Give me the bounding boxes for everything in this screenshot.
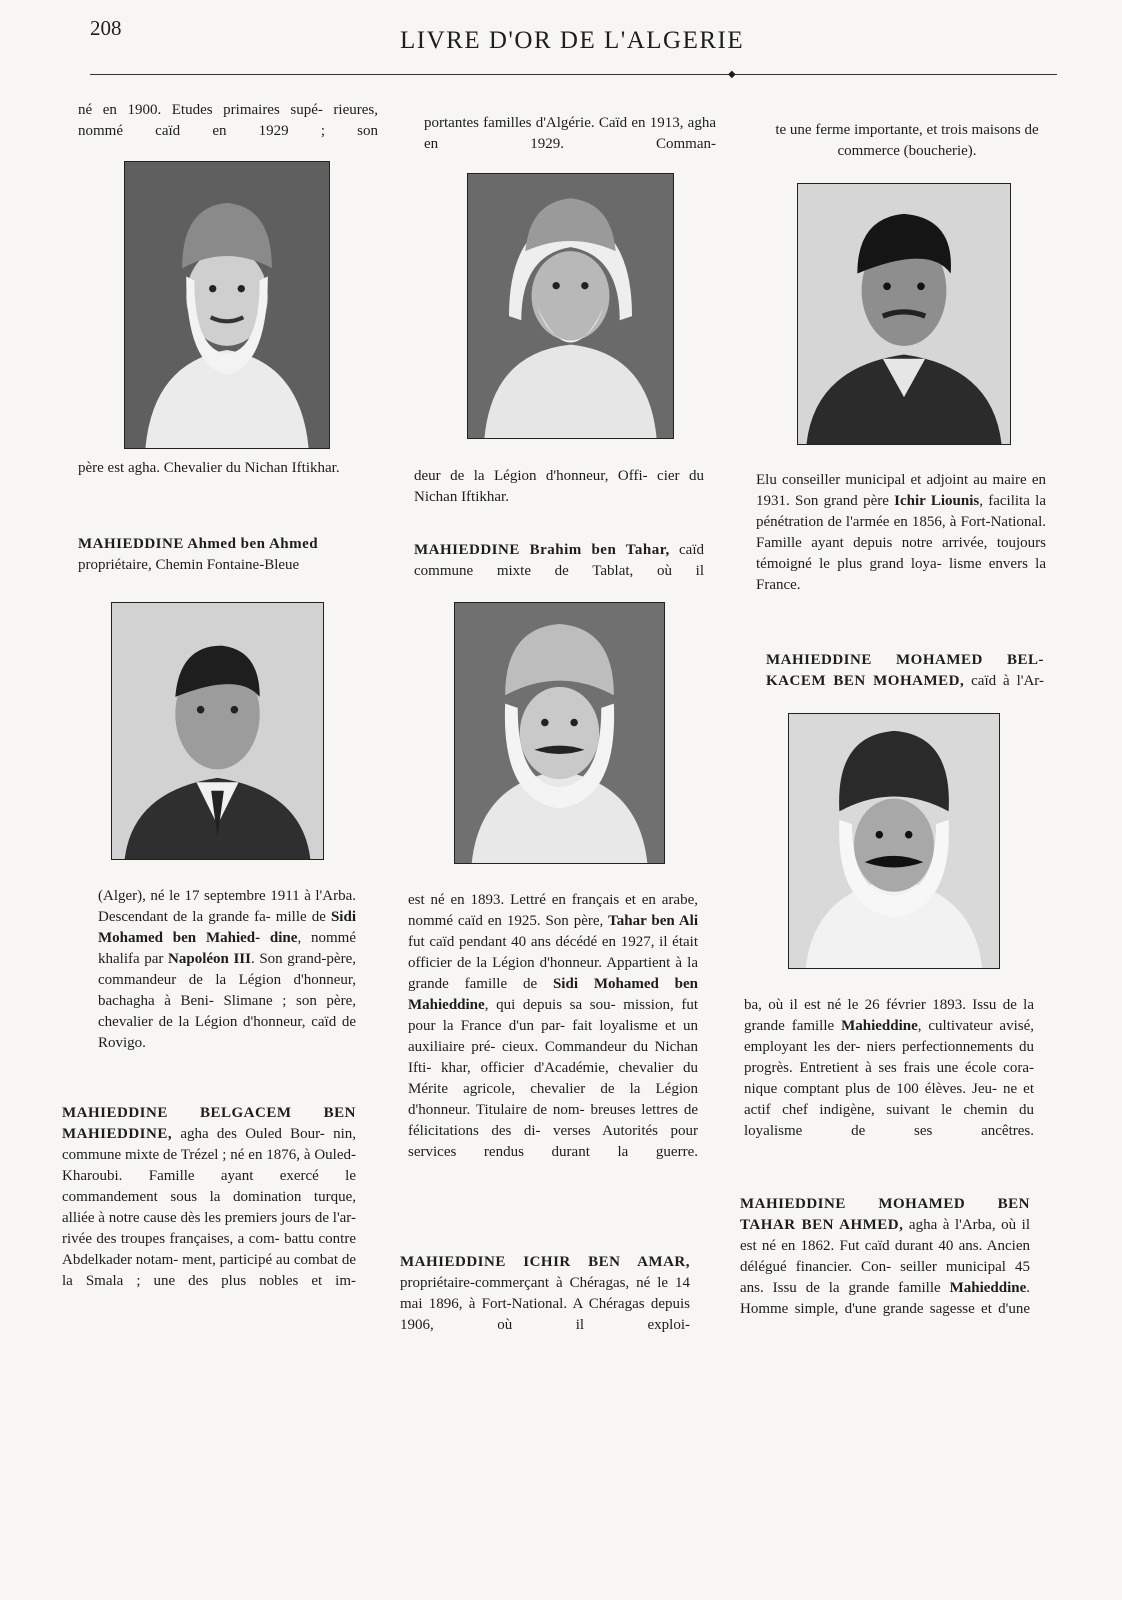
col2-entry-1 — [414, 540, 704, 584]
rule-ornament-icon: ◆ — [728, 69, 736, 80]
entry-text: agha à l'Arba, où il est né en 1862. Fut caïd durant 40 ans. Ancien délégué financier. Con- seiller municipal 45 ans. Issu de la grande famille — [740, 1217, 1030, 1296]
portrait-turban-moustache-icon — [455, 603, 664, 863]
bold-name: Mahieddine — [841, 1018, 918, 1034]
text-run: , cultivateur avisé, employant les der- niers perfectionnements du progrès. Entretient à ses frais une école cora- nique comptant plus de 100 élèves. Jeu- ne et actif chef indigène, suivant le chemin du loyalisme de ses ancêtres. — [744, 1018, 1034, 1139]
entry-name: MAHIEDDINE BELGACEM BEN MAHIEDDINE, — [62, 1105, 356, 1142]
portrait-elder-icon — [468, 174, 673, 438]
col2-paragraph-2: deur de la Légion d'honneur, Offi- cier du Nichan Iftikhar. — [414, 468, 704, 505]
text-run: est né en 1893. Lettré en français et en arabe, nommé caïd en 1925. Son père, — [408, 892, 698, 929]
col3-entry-1 — [766, 650, 1044, 694]
col2-paragraph-1: portantes familles d'Algérie. Caïd en 1913, agha en 1929. Comman- — [424, 115, 716, 152]
header-rule — [90, 74, 1057, 75]
entry-text: propriétaire-commerçant à Chéragas, né le 14 mai 1896, à Fort-National. A Chéragas depuis 1906, où il exploi- — [400, 1275, 690, 1333]
col2-paragraph-3 — [408, 890, 698, 1220]
portrait-turban-moustache-icon — [789, 714, 999, 968]
entry-name: MAHIEDDINE MOHAMED BEN TAHAR BEN AHMED, — [740, 1196, 1030, 1233]
portrait-photo-3 — [797, 183, 1011, 445]
bold-name: Mahieddine — [949, 1280, 1027, 1296]
entry-name: MAHIEDDINE Brahim ben Tahar, — [414, 542, 670, 558]
portrait-photo-1 — [124, 161, 330, 449]
text-run: Elu conseiller municipal et adjoint au maire en 1931. Son grand père — [756, 472, 1046, 509]
entry-name: MAHIEDDINE MOHAMED BEL- KACEM BEN MOHAMED, — [766, 652, 1044, 689]
bold-name: Ichir Liounis — [894, 493, 980, 509]
portrait-photo-6 — [788, 713, 1000, 969]
portrait-photo-5 — [454, 602, 665, 864]
text-run: (Alger), né le 17 septembre 1911 à l'Arba. Descendant de la grande fa- mille de — [98, 888, 356, 925]
col1-entry-2 — [62, 1103, 356, 1335]
col2-entry-2 — [400, 1252, 690, 1338]
text-run: fut caïd pendant 40 ans décédé en 1927, il était officier de la Légion d'honneur. Appartient à la grande famille de — [408, 934, 698, 992]
bold-name: Tahar ben Ali — [608, 913, 698, 929]
entry-name: MAHIEDDINE ICHIR BEN AMAR, — [400, 1254, 690, 1270]
text-run: , qui depuis sa sou- mission, fut pour la France d'un par- fait loyalisme et un auxiliaire pré- cieux. Commandeur du Nichan Ifti- khar, officier d'Académie, chevalier du Mérite agricole, chevalier de la Légion d'honneur. Titulaire de nom- breuses lettres de félicitations des di- verses Autorités pour services rendus durant la guerre. — [408, 997, 698, 1160]
col3-entry-2 — [740, 1194, 1030, 1344]
text-run: . Son grand-père, commandeur de la Légion d'honneur, bachagha à Beni- Slimane ; son père, chevalier de la Légion d'honneur, caïd de Rovigo. — [98, 951, 356, 1051]
text-run: ba, où il est né le 26 février 1893. Issu de la grande famille — [744, 997, 1034, 1034]
bold-name: Sidi Mohamed ben Mahieddine — [408, 976, 698, 1013]
col1-paragraph-1: né en 1900. Etudes primaires supé- rieures, nommé caïd en 1929 ; son — [78, 102, 378, 139]
text-run: , facilita la pénétration de l'armée en 1856, à Fort-National. Famille ayant depuis notre arrivée, toujours témoigné le plus grand loya- lisme envers la France. — [756, 493, 1046, 593]
portrait-photo-2 — [467, 173, 674, 439]
entry-text: propriétaire, Chemin Fontaine-Bleue — [78, 557, 300, 573]
portrait-turban-icon — [125, 162, 329, 448]
bold-name: Sidi Mohamed ben Mahied- dine — [98, 909, 356, 946]
col3-paragraph-2 — [756, 470, 1046, 620]
portrait-photo-4 — [111, 602, 324, 860]
portrait-man-icon — [798, 184, 1010, 444]
page-number: 208 — [90, 16, 122, 40]
entry-name: MAHIEDDINE Ahmed ben Ahmed — [78, 536, 319, 552]
entry-text: . Homme simple, d'une grande sagesse et d'une — [740, 1280, 1030, 1317]
entry-text: caïd commune mixte de Tablat, où il — [414, 542, 704, 579]
entry-text: agha des Ouled Bour- nin, commune mixte de Trézel ; né en 1876, à Ouled-Kharoubi. Famille ayant exercé le commandement sous la domination turque, alliée à notre cause dès les premiers jours de l'ar- rivée des troupes françaises, a com- battu contre Abdelkader notam- ment, participé au combat de la Smala ; une des plus nobles et im- — [62, 1126, 356, 1289]
text-run: , nommé khalifa par — [98, 930, 356, 967]
entry-text: caïd à l'Ar- — [964, 673, 1044, 689]
col3-paragraph-1: te une ferme importante, et trois maisons de commerce (boucherie). — [775, 122, 1039, 159]
portrait-suit-icon — [112, 603, 323, 859]
col1-entry-1 — [78, 534, 368, 578]
col3-paragraph-3 — [744, 995, 1034, 1165]
col1-paragraph-2: père est agha. Chevalier du Nichan Iftikhar. — [78, 460, 340, 476]
bold-name: Napoléon III — [168, 951, 251, 967]
col1-paragraph-3 — [98, 886, 356, 1056]
running-title: LIVRE D'OR DE L'ALGERIE — [400, 27, 745, 54]
